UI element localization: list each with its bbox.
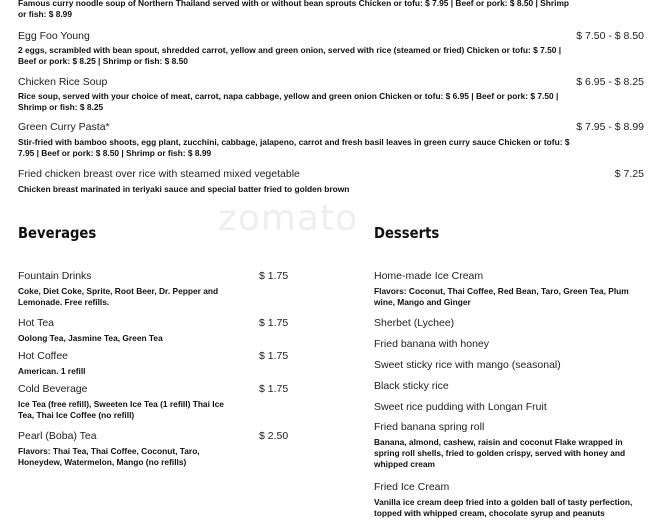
hot-tea-description: Oolong Tea, Jasmine Tea, Green Tea [18,333,163,343]
fountain-drinks-price: $ 1.75 [259,270,289,282]
fried-banana-honey-name: Fried banana with honey [374,338,489,350]
fried-ice-cream-description: Vanilla ice cream deep fried into a golden ball of tasty perfection, topped with whipped cream, chocolate syrup and peanuts [374,497,633,518]
fried-banana-spring-roll-name: Fried banana spring roll [374,421,485,433]
hot-tea-price: $ 1.75 [259,317,289,329]
fountain-drinks-name: Fountain Drinks [18,270,92,282]
sweet-sticky-rice-mango-name: Sweet sticky rice with mango (seasonal) [374,359,561,371]
cold-beverage-name: Cold Beverage [18,383,88,395]
cold-beverage-price: $ 1.75 [259,383,289,395]
egg-foo-young-name: Egg Foo Young [18,30,90,42]
curry-noodle-description: Famous curry noodle soup of Northern Thailand served with or without bean sprouts Chicken or tofu: $ 7.95 | Beef or pork: $ 8.50 | Shrimp or fish: $ 8.99 [18,0,570,19]
zomato-watermark: zomato [218,198,359,239]
pearl-boba-tea-name: Pearl (Boba) Tea [18,430,97,442]
fried-banana-spring-roll-description: Banana, almond, cashew, raisin and coconut Flake wrapped in spring roll shells, fried to golden crispy, served with honey and whipped cream [374,437,626,469]
fried-ice-cream-name: Fried Ice Cream [374,481,450,493]
beverages-heading: Beverages [18,224,97,242]
green-curry-pasta-price: $ 7.95 - $ 8.99 [576,121,644,133]
home-made-ice-cream-description: Flavors: Coconut, Thai Coffee, Red Bean, Taro, Green Tea, Plum wine, Mango and Ginger [374,286,629,307]
black-sticky-rice-name: Black sticky rice [374,380,449,392]
egg-foo-young-price: $ 7.50 - $ 8.50 [576,30,644,42]
fountain-drinks-description: Coke, Diet Coke, Sprite, Root Beer, Dr. Pepper and Lemonade. Free refills. [18,286,219,307]
hot-tea-name: Hot Tea [18,317,54,329]
sherbet-lychee-name: Sherbet (Lychee) [374,317,455,329]
chicken-rice-soup-description: Rice soup, served with your choice of meat, carrot, napa cabbage, yellow and green onion Chicken or tofu: $ 6.95 | Beef or pork: $ 7.50 | Shrimp or fish: $ 8.25 [18,91,559,112]
green-curry-pasta-description: Stir-fried with bamboo shoots, egg plant, zucchini, cabbage, jalapeno, carrot and fresh basil leaves in green curry sauce Chicken or tofu: $ 7.95 | Beef or pork: $ 8.50 | Shrimp or fish: $ 8.99 [18,137,570,158]
sweet-rice-pudding-name: Sweet rice pudding with Longan Fruit [374,401,547,413]
green-curry-pasta-name: Green Curry Pasta* [18,121,110,133]
pearl-boba-tea-price: $ 2.50 [259,430,289,442]
hot-coffee-price: $ 1.75 [259,350,289,362]
home-made-ice-cream-name: Home-made Ice Cream [374,270,484,282]
egg-foo-young-description: 2 eggs, scrambled with bean spout, shredded carrot, yellow and green onion, served with rice (steamed or fried) Chicken or tofu: $ 7.50 | Beef or pork: $ 8.25 | Shrimp or fish: $ 8.50 [18,45,562,66]
fried-chicken-breast-price: $ 7.25 [614,168,644,180]
chicken-rice-soup-price: $ 6.95 - $ 8.25 [576,76,644,88]
pearl-boba-tea-description: Flavors: Thai Tea, Thai Coffee, Coconut, Taro, Honeydew, Watermelon, Mango (no refills) [18,446,200,467]
hot-coffee-description: American. 1 refill [18,366,86,376]
chicken-rice-soup-name: Chicken Rice Soup [18,76,108,88]
fried-chicken-breast-name: Fried chicken breast over rice with steamed mixed vegetable [18,168,300,180]
hot-coffee-name: Hot Coffee [18,350,69,362]
desserts-heading: Desserts [374,224,440,242]
cold-beverage-description: Ice Tea (free refill), Sweeten Ice Tea (1 refill) Thai Ice Tea, Thai Ice Coffee (no refill) [18,399,224,420]
fried-chicken-breast-description: Chicken breast marinated in teriyaki sauce and special batter fried to golden brown [18,184,350,194]
